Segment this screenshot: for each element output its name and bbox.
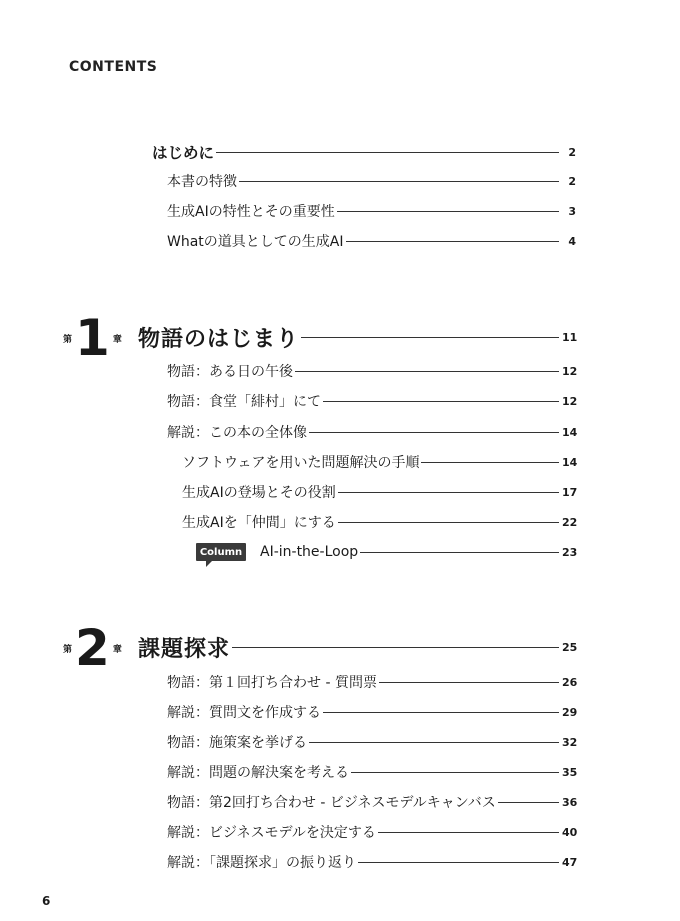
toc-page-number: 26	[562, 675, 578, 689]
toc-page-number: 3	[568, 204, 576, 218]
toc-entry[interactable]	[182, 511, 576, 533]
leader-line	[216, 152, 559, 153]
toc-entry-chapter-2[interactable]	[138, 633, 576, 661]
toc-entry-label: AI-in-the-Loop	[260, 544, 359, 560]
column-badge	[196, 543, 246, 561]
contents-heading: CONTENTS	[69, 59, 158, 75]
column-badge-label: Column	[199, 546, 243, 558]
toc-entry-label: 解説：「課題探求」の振り返り	[167, 855, 356, 871]
leader-line	[323, 401, 559, 402]
toc-entry[interactable]	[182, 451, 576, 473]
chapter-2-mark	[63, 619, 122, 677]
toc-entry-label: 生成AIを「仲間」にする	[182, 515, 336, 531]
toc-entry[interactable]	[167, 360, 576, 382]
toc-page-number: 25	[562, 640, 578, 654]
toc-page-number: 40	[562, 825, 578, 839]
leader-line	[338, 492, 559, 493]
toc-entry[interactable]	[167, 851, 576, 873]
leader-line	[358, 862, 559, 863]
toc-page-number: 47	[562, 855, 578, 869]
toc-page-number: 2	[568, 145, 576, 159]
toc-page-number: 4	[568, 234, 576, 248]
toc-entry[interactable]	[167, 701, 576, 723]
chapter-number: 1	[75, 309, 108, 367]
toc-entry[interactable]	[167, 421, 576, 443]
toc-entry[interactable]	[167, 390, 576, 412]
toc-entry[interactable]	[167, 791, 576, 813]
toc-page-number: 12	[562, 394, 578, 408]
toc-entry[interactable]	[167, 761, 576, 783]
leader-line	[378, 832, 559, 833]
toc-entry-label: はじめに	[152, 144, 215, 162]
toc-page-number: 12	[562, 364, 578, 378]
toc-entry-column[interactable]	[260, 541, 576, 563]
toc-entry-label: 解説：ビジネスモデルを決定する	[167, 825, 376, 841]
leader-line	[351, 772, 559, 773]
leader-line	[309, 432, 559, 433]
chapter-title: 物語のはじまり	[138, 326, 300, 352]
leader-line	[379, 682, 559, 683]
leader-line	[346, 241, 560, 242]
leader-line	[323, 712, 559, 713]
toc-entry-label: 物語：第2回打ち合わせ - ビジネスモデルキャンバス	[167, 795, 496, 811]
leader-line	[360, 552, 559, 553]
toc-entry-label: 解説：この本の全体像	[167, 425, 307, 441]
toc-page-number: 2	[568, 174, 576, 188]
leader-line	[498, 802, 559, 803]
toc-entry-label: 物語：施策案を挙げる	[167, 735, 307, 751]
toc-entry-label: 物語：第１回打ち合わせ - 質問票	[167, 675, 377, 691]
toc-page-number: 17	[562, 485, 578, 499]
toc-page-number: 22	[562, 515, 578, 529]
leader-line	[239, 181, 559, 182]
toc-entry[interactable]	[167, 170, 576, 192]
leader-line	[421, 462, 559, 463]
toc-entry-label: ソフトウェアを用いた問題解決の手順	[182, 455, 420, 471]
leader-line	[232, 647, 559, 648]
toc-entry-label: 本書の特徴	[167, 174, 237, 190]
chapter-title: 課題探求	[138, 636, 231, 662]
page-folio: 6	[42, 894, 51, 908]
toc-page-number: 14	[562, 425, 578, 439]
chapter-prefix: 第	[63, 644, 73, 655]
leader-line	[301, 337, 559, 338]
toc-page-number: 36	[562, 795, 578, 809]
toc-entry[interactable]	[182, 481, 576, 503]
toc-entry-label: 生成AIの特性とその重要性	[167, 204, 335, 220]
toc-page-number: 23	[562, 545, 578, 559]
toc-entry-label: 物語：ある日の午後	[167, 364, 293, 380]
toc-entry-label: 生成AIの登場とその役割	[182, 485, 336, 501]
leader-line	[295, 371, 559, 372]
leader-line	[309, 742, 559, 743]
toc-entry[interactable]	[167, 731, 576, 753]
toc-entry-label: 物語：食堂「緋村」にて	[167, 394, 321, 410]
toc-page-number: 29	[562, 705, 578, 719]
chapter-suffix: 章	[112, 334, 122, 345]
toc-entry[interactable]	[167, 671, 576, 693]
chapter-number: 2	[75, 619, 108, 677]
leader-line	[338, 522, 559, 523]
chapter-1-mark	[63, 309, 122, 367]
chapter-prefix: 第	[63, 334, 73, 345]
toc-entry[interactable]	[167, 230, 576, 252]
toc-entry-label: 解説：問題の解決案を考える	[167, 765, 349, 781]
toc-page-number: 14	[562, 455, 578, 469]
toc-page-number: 11	[562, 330, 578, 344]
toc-entry-label: Whatの道具としての生成AI	[167, 234, 344, 250]
toc-entry[interactable]	[167, 200, 576, 222]
badge-tail	[206, 561, 212, 567]
toc-entry[interactable]	[167, 821, 576, 843]
toc-page-number: 32	[562, 735, 578, 749]
chapter-suffix: 章	[112, 644, 122, 655]
leader-line	[337, 211, 559, 212]
toc-page-number: 35	[562, 765, 578, 779]
toc-entry-intro[interactable]	[152, 141, 576, 163]
toc-entry-chapter-1[interactable]	[138, 323, 576, 351]
toc-entry-label: 解説：質問文を作成する	[167, 705, 321, 721]
